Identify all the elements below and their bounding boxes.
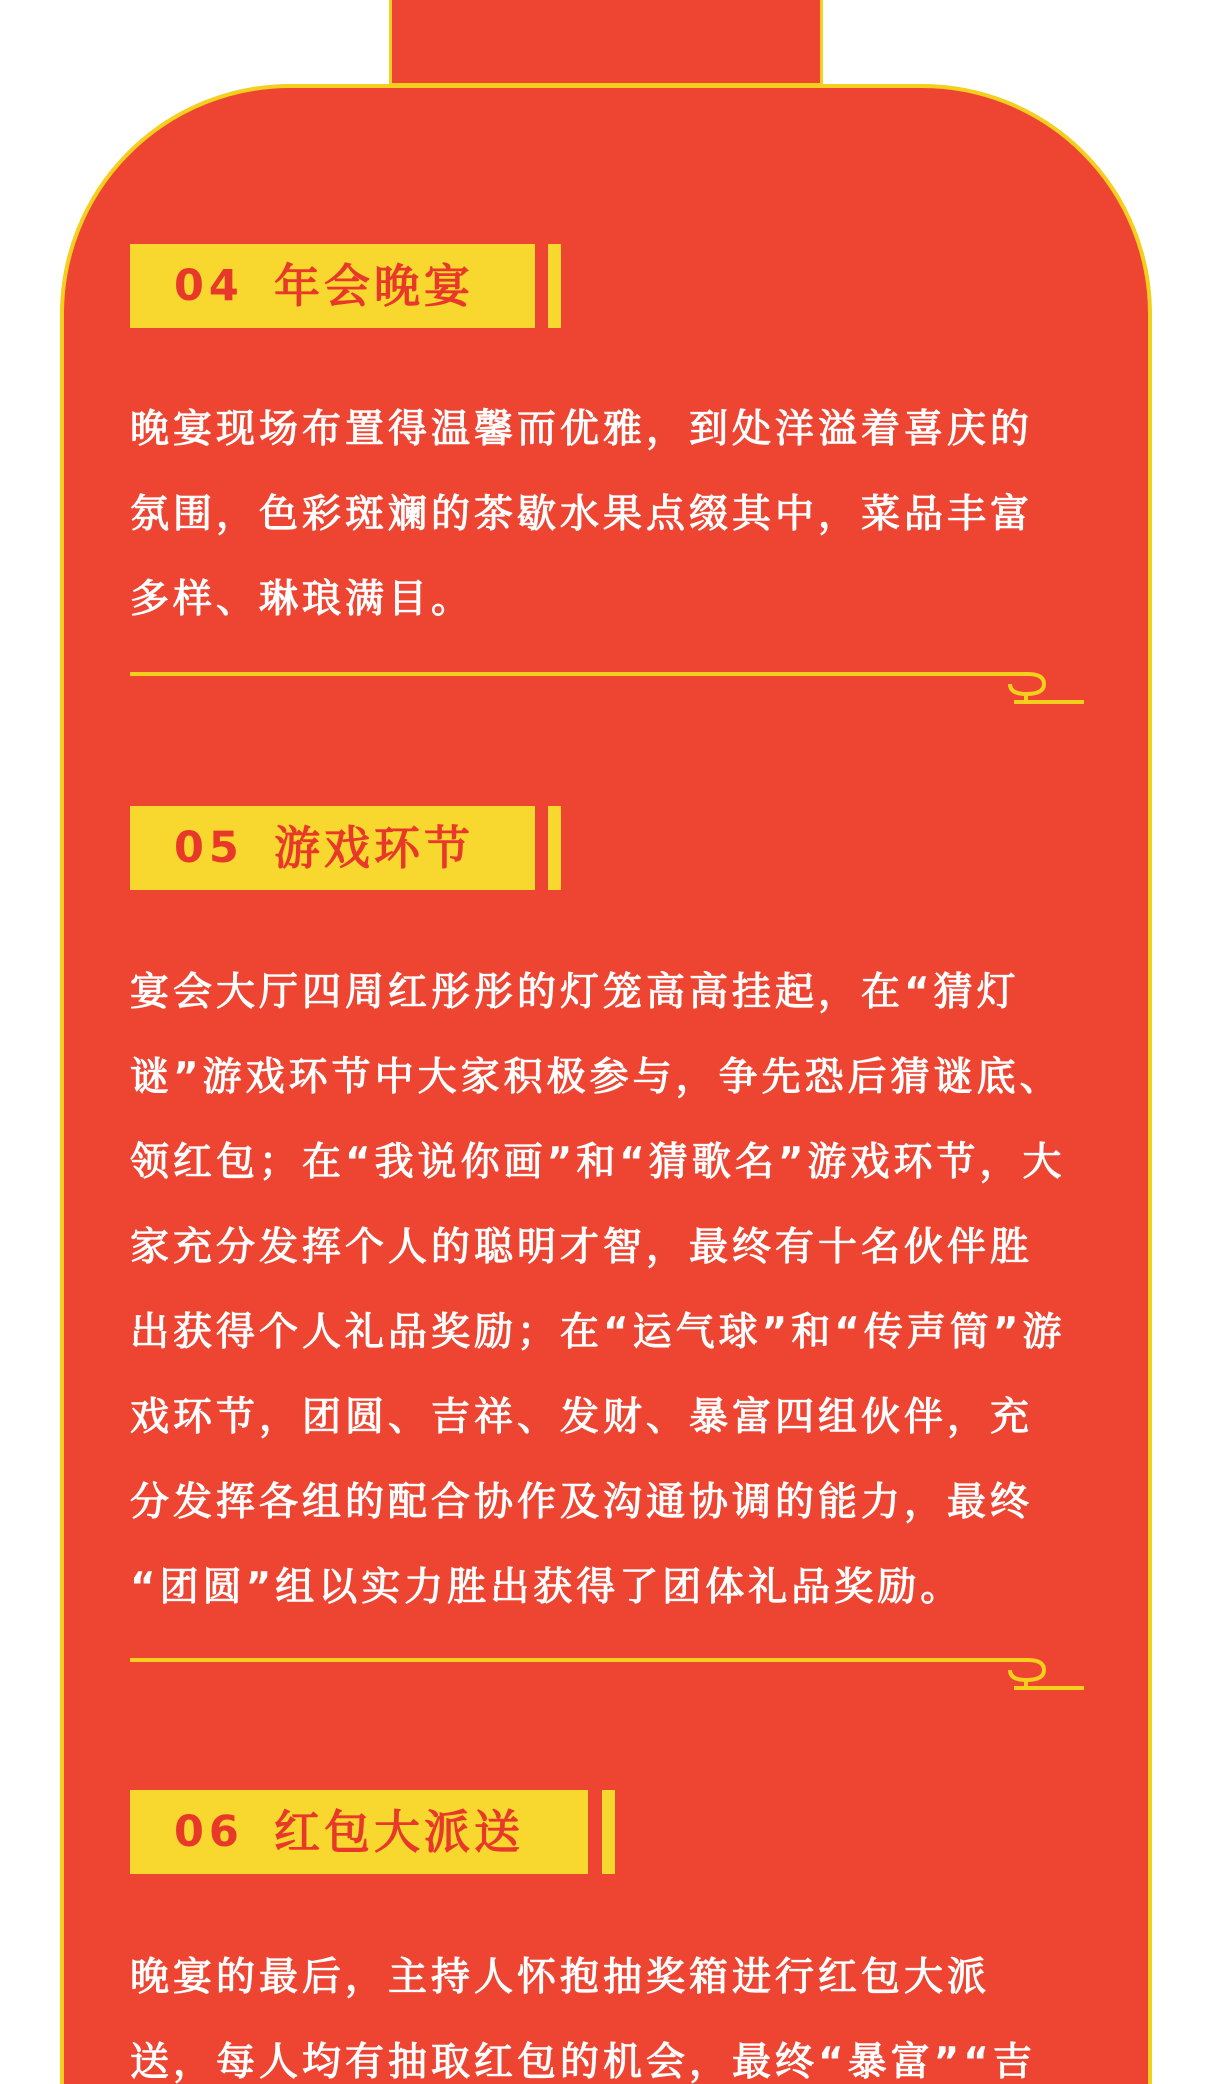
paragraph-line: 氛围，色彩斑斓的茶歇水果点缀其中，菜品丰富 (130, 492, 1034, 537)
section-title-accent-bar (602, 1790, 615, 1874)
paragraph-line: “团圆”组以实力胜出获得了团体礼品奖励。 (130, 1565, 964, 1610)
section-title-box (130, 244, 535, 328)
section-number: 04 (174, 260, 244, 311)
lantern-cap (389, 0, 823, 86)
paragraph-line: 宴会大厅四周红彤彤的灯笼高高挂起，在“猜灯 (130, 970, 1020, 1015)
paragraph-line: 家充分发挥个人的聪明才智，最终有十名伙伴胜 (130, 1225, 1034, 1270)
paragraph-line: 领红包；在“我说你画”和“猜歌名”游戏环节，大 (130, 1140, 1066, 1185)
paragraph-line: 多样、琳琅满目。 (130, 577, 475, 622)
section-title-box (130, 806, 535, 890)
section-title-box (130, 1790, 588, 1874)
section-paragraph-05 (130, 950, 1066, 1630)
section-paragraph-06 (130, 1935, 1036, 2084)
scroll-divider (130, 1650, 1084, 1690)
section-title: 年会晚宴 (274, 259, 474, 313)
section-title-accent-bar (548, 806, 561, 890)
paragraph-line: 谜”游戏环节中大家积极参与，争先恐后猜谜底、 (130, 1055, 1063, 1100)
section-number: 06 (174, 1806, 244, 1857)
section-title-accent-bar (548, 244, 561, 328)
paragraph-line: 分发挥各组的配合协作及沟通协调的能力，最终 (130, 1480, 1034, 1525)
paragraph-line: 晚宴的最后，主持人怀抱抽奖箱进行红包大派 (130, 1955, 991, 2000)
section-title: 游戏环节 (274, 821, 474, 875)
section-title: 红包大派送 (274, 1805, 524, 1859)
paragraph-line: 戏环节，团圆、吉祥、发财、暴富四组伙伴，充 (130, 1395, 1034, 1440)
scroll-divider (130, 664, 1084, 704)
paragraph-line: 晚宴现场布置得温馨而优雅，到处洋溢着喜庆的 (130, 407, 1034, 452)
paragraph-line: 出获得个人礼品奖励；在“运气球”和“传声筒”游 (130, 1310, 1066, 1355)
paragraph-line: 送，每人均有抽取红包的机会，最终“暴富”“吉 (130, 2040, 1036, 2084)
section-paragraph-04 (130, 387, 1034, 642)
section-number: 05 (174, 822, 244, 873)
